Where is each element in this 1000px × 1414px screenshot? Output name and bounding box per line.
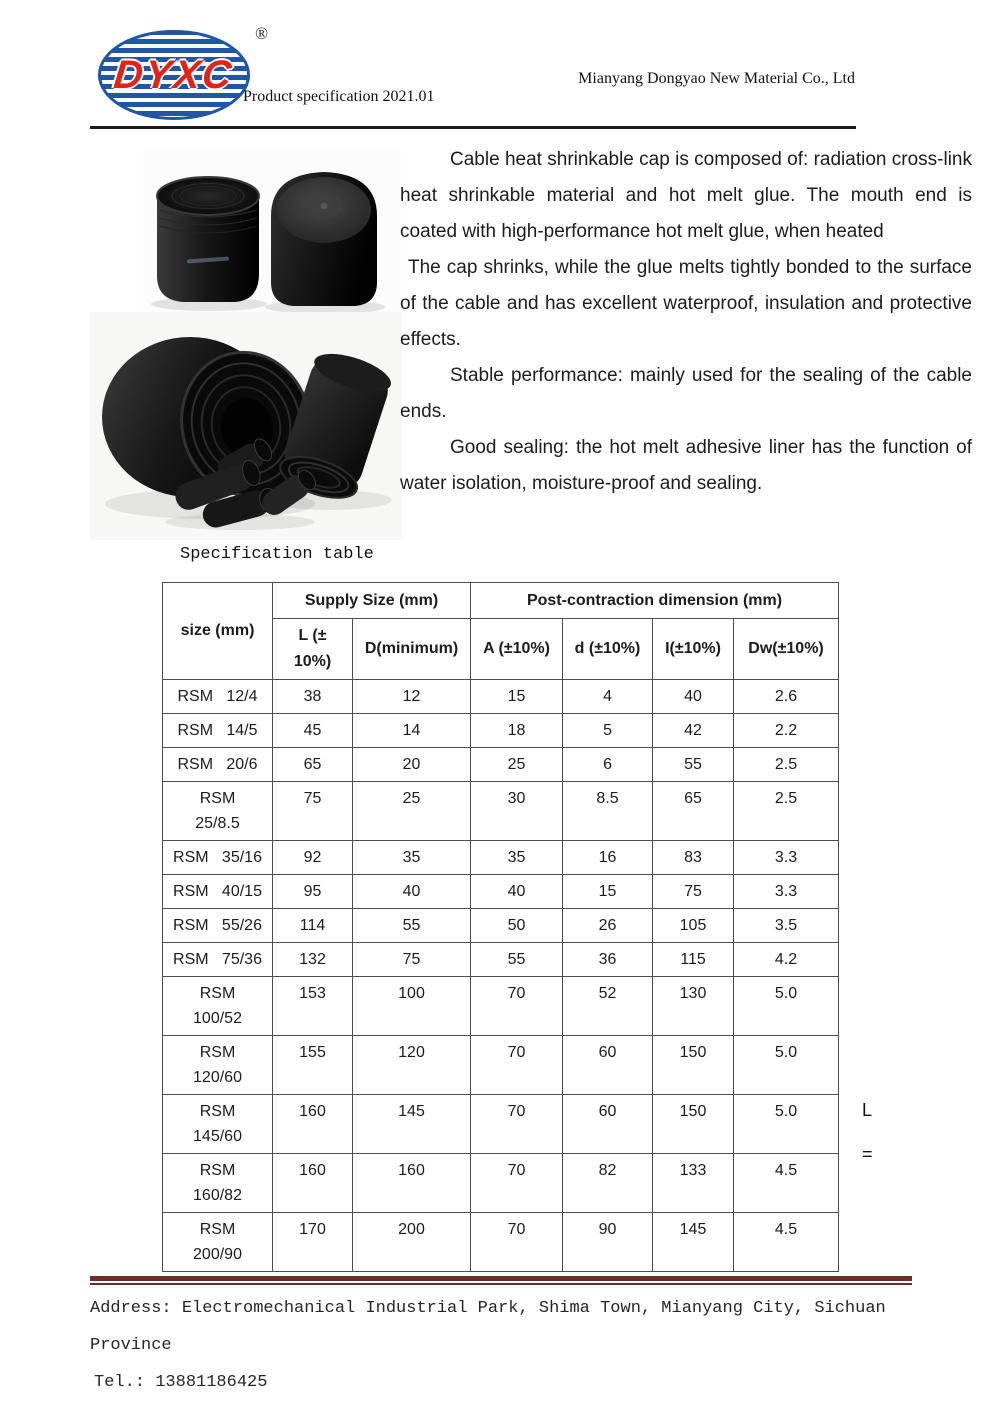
cell-L: 38 [273, 680, 353, 714]
cell-I: 65 [653, 782, 734, 841]
cell-d: 82 [563, 1154, 653, 1213]
cell-Dw: 3.5 [734, 909, 839, 943]
intro-paragraph-3: Stable performance: mainly used for the sealing of the cable ends. [400, 365, 972, 422]
footer [90, 1290, 920, 1401]
table-row [163, 841, 839, 875]
cell-Dw: 4.5 [734, 1154, 839, 1213]
cell-L: 155 [273, 1036, 353, 1095]
cell-A: 18 [471, 714, 563, 748]
cell-A: 70 [471, 977, 563, 1036]
cell-D: 20 [353, 748, 471, 782]
cell-Dw: 4.5 [734, 1213, 839, 1272]
cell-size-name: RSM 160/82 [163, 1154, 273, 1213]
table-row [163, 1213, 839, 1272]
cell-size-name: RSM 25/8.5 [163, 782, 273, 841]
cell-L: 95 [273, 875, 353, 909]
cell-I: 40 [653, 680, 734, 714]
cell-D: 12 [353, 680, 471, 714]
cell-D: 100 [353, 977, 471, 1036]
cell-L: 92 [273, 841, 353, 875]
cell-A: 15 [471, 680, 563, 714]
cell-I: 55 [653, 748, 734, 782]
company-name: Mianyang Dongyao New Material Co., Ltd [578, 70, 855, 87]
cell-L: 153 [273, 977, 353, 1036]
cell-I: 105 [653, 909, 734, 943]
product-photo-caps-pair [143, 150, 401, 312]
cell-size-name: RSM 40/15 [163, 875, 273, 909]
cell-Dw: 5.0 [734, 1036, 839, 1095]
cell-D: 25 [353, 782, 471, 841]
doc-title: Product specification 2021.01 [243, 88, 435, 105]
cell-Dw: 2.5 [734, 748, 839, 782]
cell-Dw: 4.2 [734, 943, 839, 977]
cell-L: 160 [273, 1154, 353, 1213]
logo-text: DYXC [112, 52, 236, 97]
table-row [163, 1036, 839, 1095]
footer-telephone: Tel.: 13881186425 [94, 1373, 268, 1392]
col-header-Dw: Dw(±10%) [734, 619, 839, 680]
cell-A: 70 [471, 1036, 563, 1095]
cell-D: 160 [353, 1154, 471, 1213]
cell-d: 4 [563, 680, 653, 714]
side-annotation-line1: L [862, 1100, 873, 1120]
cell-A: 30 [471, 782, 563, 841]
col-header-d: d (±10%) [563, 619, 653, 680]
cell-d: 26 [563, 909, 653, 943]
cell-A: 50 [471, 909, 563, 943]
cell-Dw: 3.3 [734, 875, 839, 909]
spec-table-body [163, 680, 839, 1272]
cell-I: 42 [653, 714, 734, 748]
cell-size-name: RSM 120/60 [163, 1036, 273, 1095]
intro-paragraph-2: The cap shrinks, while the glue melts tightly bonded to the surface of the cable and has excellent waterproof, insulation and protective effects. [400, 257, 972, 350]
logo-ellipse-icon [98, 30, 250, 120]
cell-I: 130 [653, 977, 734, 1036]
cell-Dw: 3.3 [734, 841, 839, 875]
cell-D: 40 [353, 875, 471, 909]
header-row-groups [163, 583, 839, 619]
cell-A: 55 [471, 943, 563, 977]
cell-A: 70 [471, 1095, 563, 1154]
cell-D: 200 [353, 1213, 471, 1272]
footer-divider-thin-line [90, 1283, 912, 1285]
cell-size-name: RSM 200/90 [163, 1213, 273, 1272]
cell-L: 114 [273, 909, 353, 943]
cell-Dw: 5.0 [734, 1095, 839, 1154]
cell-I: 150 [653, 1095, 734, 1154]
product-photo-caps-group [90, 312, 402, 540]
table-row [163, 943, 839, 977]
cell-L: 65 [273, 748, 353, 782]
cell-size-name: RSM 20/6 [163, 748, 273, 782]
cell-A: 25 [471, 748, 563, 782]
cell-A: 70 [471, 1154, 563, 1213]
cell-Dw: 5.0 [734, 977, 839, 1036]
cell-D: 35 [353, 841, 471, 875]
cell-D: 75 [353, 943, 471, 977]
col-header-A: A (±10%) [471, 619, 563, 680]
cell-size-name: RSM 35/16 [163, 841, 273, 875]
table-row [163, 680, 839, 714]
cell-I: 75 [653, 875, 734, 909]
cell-size-name: RSM 12/4 [163, 680, 273, 714]
cell-D: 14 [353, 714, 471, 748]
company-logo [98, 24, 268, 124]
cell-L: 45 [273, 714, 353, 748]
table-row [163, 782, 839, 841]
cell-d: 16 [563, 841, 653, 875]
cell-D: 55 [353, 909, 471, 943]
cell-A: 35 [471, 841, 563, 875]
table-row [163, 909, 839, 943]
cell-size-name: RSM 145/60 [163, 1095, 273, 1154]
col-header-I: I(±10%) [653, 619, 734, 680]
cell-d: 60 [563, 1095, 653, 1154]
cell-L: 132 [273, 943, 353, 977]
col-group-post-contraction: Post-contraction dimension (mm) [471, 583, 839, 619]
cell-I: 150 [653, 1036, 734, 1095]
cell-Dw: 2.5 [734, 782, 839, 841]
cell-L: 160 [273, 1095, 353, 1154]
header-divider [90, 126, 856, 129]
spec-table-caption: Specification table [180, 545, 374, 564]
table-row [163, 1095, 839, 1154]
cell-L: 170 [273, 1213, 353, 1272]
cell-I: 83 [653, 841, 734, 875]
cell-d: 60 [563, 1036, 653, 1095]
cell-d: 90 [563, 1213, 653, 1272]
cell-I: 133 [653, 1154, 734, 1213]
intro-paragraph-1: Cable heat shrinkable cap is composed of: radiation cross-link heat shrinkable material and hot melt glue. The mouth end is coated with high-performance hot melt glue, when heated [400, 149, 972, 242]
intro-text [400, 142, 972, 502]
cell-d: 15 [563, 875, 653, 909]
cell-d: 5 [563, 714, 653, 748]
footer-divider [90, 1276, 912, 1285]
cell-d: 52 [563, 977, 653, 1036]
cell-Dw: 2.2 [734, 714, 839, 748]
side-annotation [862, 1100, 873, 1188]
registered-trademark-icon: ® [255, 24, 268, 43]
cell-A: 40 [471, 875, 563, 909]
table-row [163, 977, 839, 1036]
cell-A: 70 [471, 1213, 563, 1272]
cell-d: 8.5 [563, 782, 653, 841]
intro-paragraph-4: Good sealing: the hot melt adhesive liner has the function of water isolation, moisture-proof and sealing. [400, 437, 972, 494]
table-row [163, 748, 839, 782]
side-annotation-line2: = [862, 1144, 873, 1164]
cell-size-name: RSM 55/26 [163, 909, 273, 943]
col-header-L: L (± 10%) [273, 619, 353, 680]
col-header-D: D(minimum) [353, 619, 471, 680]
cell-I: 115 [653, 943, 734, 977]
cell-Dw: 2.6 [734, 680, 839, 714]
table-row [163, 714, 839, 748]
col-group-supply-size: Supply Size (mm) [273, 583, 471, 619]
cell-d: 36 [563, 943, 653, 977]
cell-D: 145 [353, 1095, 471, 1154]
table-row [163, 1154, 839, 1213]
cell-size-name: RSM 100/52 [163, 977, 273, 1036]
cell-L: 75 [273, 782, 353, 841]
cell-d: 6 [563, 748, 653, 782]
cell-size-name: RSM 14/5 [163, 714, 273, 748]
spec-table [162, 582, 839, 1272]
cell-size-name: RSM 75/36 [163, 943, 273, 977]
cell-D: 120 [353, 1036, 471, 1095]
col-header-size: size (mm) [163, 583, 273, 680]
footer-address: Address: Electromechanical Industrial Park, Shima Town, Mianyang City, Sichuan Province [90, 1299, 886, 1355]
table-row [163, 875, 839, 909]
cell-I: 145 [653, 1213, 734, 1272]
